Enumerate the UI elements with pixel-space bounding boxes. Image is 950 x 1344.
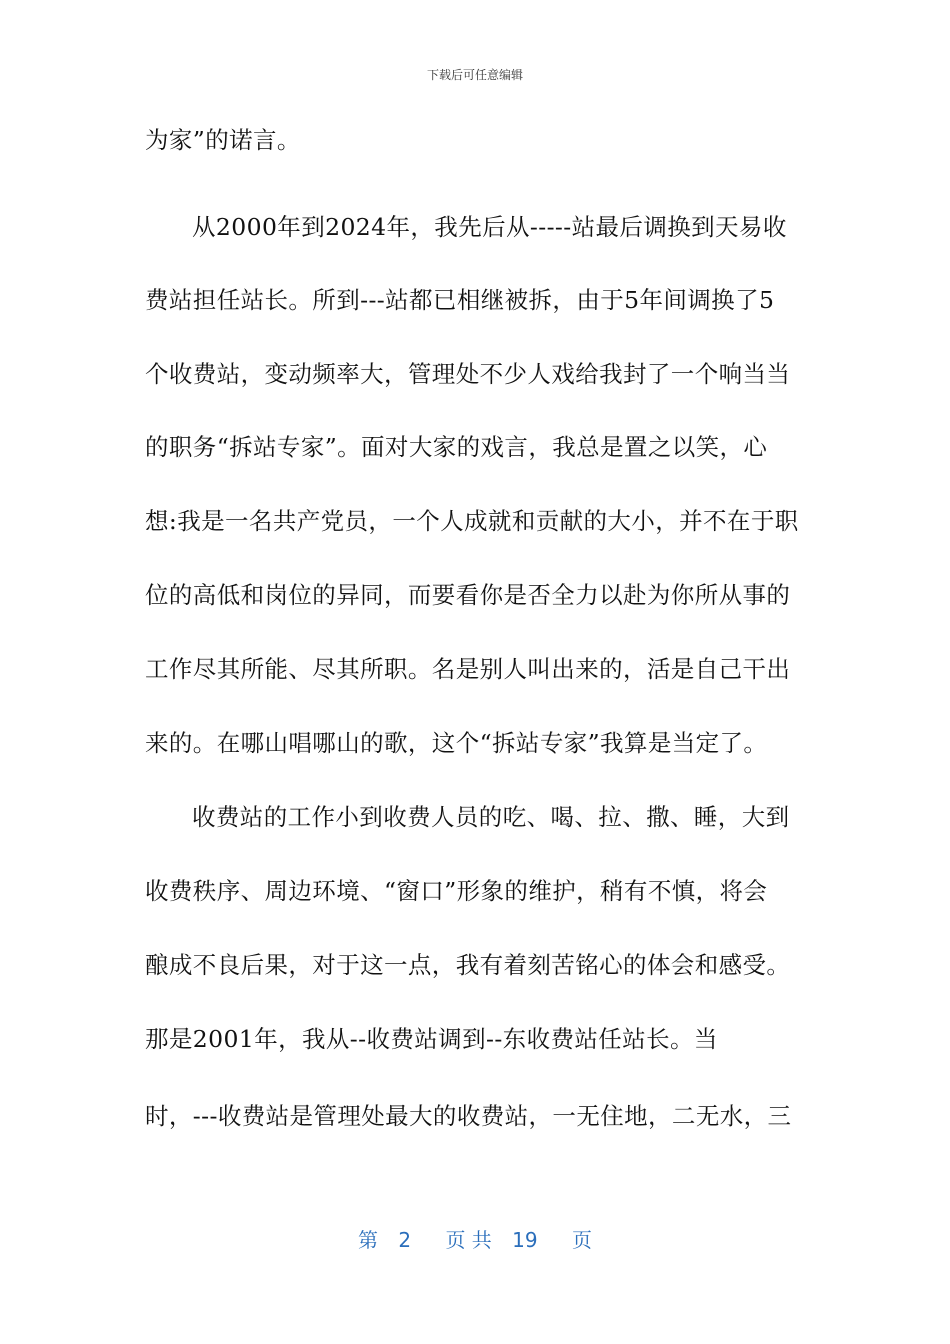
- text-line: 想:我是一名共产党员，一个人成就和贡献的大小，并不在于职: [145, 507, 799, 535]
- text-line: 收费秩序、周边环境、“窗口”形象的维护，稍有不慎，将会: [145, 877, 768, 905]
- footer-page-number: 2: [398, 1228, 412, 1252]
- footer-di: 第: [358, 1228, 378, 1252]
- text-line: 那是2001年，我从--收费站调到--东收费站任站长。当: [145, 1025, 718, 1053]
- text-line: 来的。在哪山唱哪山的歌，这个“拆站专家”我算是当定了。: [145, 729, 768, 757]
- text-line: 的职务“拆站专家”。面对大家的戏言，我总是置之以笑，心: [145, 433, 768, 461]
- footer-ye-gong: 页 共: [445, 1228, 492, 1252]
- page-footer: [0, 1224, 950, 1253]
- text-line: 为家”的诺言。: [145, 126, 301, 154]
- text-line: 酿成不良后果，对于这一点，我有着刻苦铭心的体会和感受。: [145, 951, 791, 979]
- text-line: 工作尽其所能、尽其所职。名是别人叫出来的，活是自己干出: [145, 655, 791, 683]
- text-line: 时，---收费站是管理处最大的收费站，一无住地，二无水，三: [145, 1102, 792, 1130]
- header-note: 下载后可任意编辑: [426, 68, 523, 82]
- footer-ye: 页: [571, 1228, 592, 1252]
- footer-total-pages: 19: [512, 1228, 538, 1252]
- text-line: 位的高低和岗位的异同，而要看你是否全力以赴为你所从事的: [145, 581, 791, 609]
- text-line: 个收费站，变动频率大，管理处不少人戏给我封了一个响当当: [145, 360, 791, 388]
- text-line: 费站担任站长。所到---站都已相继被拆，由于5年间调换了5: [145, 286, 775, 314]
- text-line: 收费站的工作小到收费人员的吃、喝、拉、撒、睡，大到: [192, 803, 790, 831]
- text-line: 从2000年到2024年，我先后从-----站最后调换到天易收: [192, 213, 787, 241]
